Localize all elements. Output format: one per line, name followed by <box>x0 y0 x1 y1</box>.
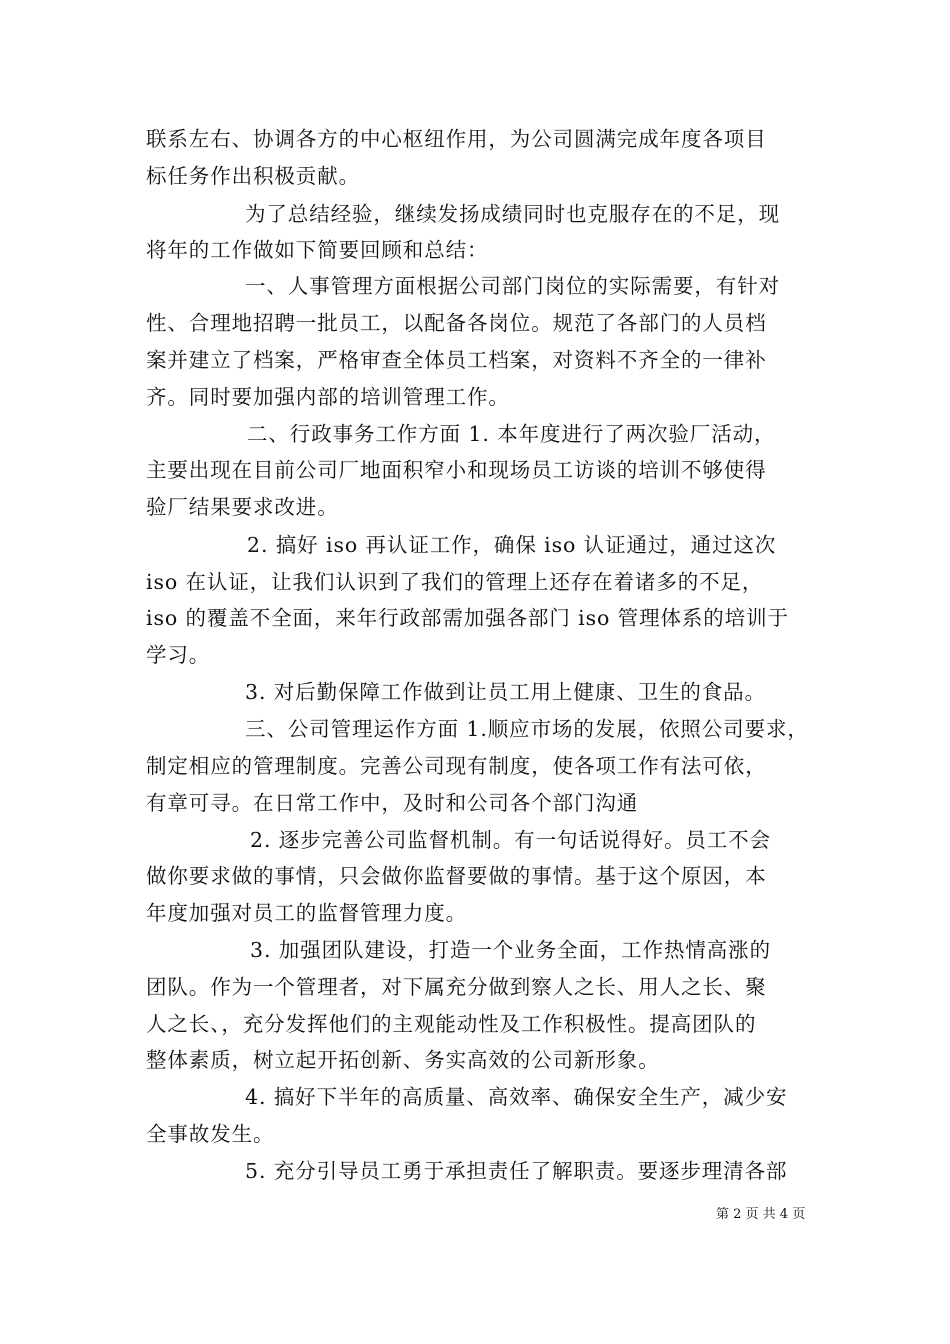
text-line: 3. 加强团队建设，打造一个业务全面，工作热情高涨的 <box>250 938 771 962</box>
text-line: 有章可寻。在日常工作中，及时和公司各个部门沟通 <box>146 791 639 815</box>
text-line: 2. 搞好 iso 再认证工作，确保 iso 认证通过，通过这次 <box>247 533 777 557</box>
text-line: 标任务作出积极贡献。 <box>146 164 360 188</box>
text-line: 齐。同时要加强内部的培训管理工作。 <box>146 385 510 409</box>
text-line: 案并建立了档案，严格审查全体员工档案，对资料不齐全的一律补 <box>146 348 767 372</box>
text-line: 制定相应的管理制度。完善公司现有制度，使各项工作有法可依， <box>146 754 767 778</box>
text-line: 将年的工作做如下简要回顾和总结： <box>146 238 489 262</box>
text-line: 为了总结经验，继续发扬成绩同时也克服存在的不足，现 <box>245 202 780 226</box>
text-line: 人之长、，充分发挥他们的主观能动性及工作积极性。提高团队的 <box>146 1012 757 1036</box>
text-line: 一、人事管理方面根据公司部门岗位的实际需要，有针对 <box>245 274 780 298</box>
text-line: 5. 充分引导员工勇于承担责任了解职责。要逐步理清各部 <box>245 1159 788 1183</box>
text-line: 整体素质，树立起开拓创新、务实高效的公司新形象。 <box>146 1048 660 1072</box>
text-line: 联系左右、协调各方的中心枢纽作用，为公司圆满完成年度各项目 <box>146 127 767 151</box>
text-line: 学习。 <box>146 643 211 667</box>
text-line: 2. 逐步完善公司监督机制。有一句话说得好。员工不会 <box>250 828 771 852</box>
text-line: 4. 搞好下半年的高质量、高效率、确保安全生产，减少安 <box>245 1085 788 1109</box>
text-line: 全事故发生。 <box>146 1122 275 1146</box>
text-line: 年度加强对员工的监督管理力度。 <box>146 901 467 925</box>
text-line: iso 的覆盖不全面，来年行政部需加强各部门 iso 管理体系的培训于 <box>146 606 789 630</box>
text-line: iso 在认证，让我们认识到了我们的管理上还存在着诸多的不足， <box>146 570 764 594</box>
text-line: 三、公司管理运作方面 1.顺应市场的发展，依照公司要求， <box>245 717 809 741</box>
text-line: 性、合理地招聘一批员工，以配备各岗位。规范了各部门的人员档 <box>146 311 767 335</box>
text-line: 验厂结果要求改进。 <box>146 495 339 519</box>
page-number-footer: 第 2 页 共 4 页 <box>716 1207 806 1222</box>
text-line: 团队。作为一个管理者，对下属充分做到察人之长、用人之长、聚 <box>146 975 767 999</box>
text-line: 主要出现在目前公司厂地面积窄小和现场员工访谈的培训不够使得 <box>146 458 767 482</box>
text-line: 做你要求做的事情，只会做你监督要做的事情。基于这个原因，本 <box>146 864 767 888</box>
text-line: 二、行政事务工作方面 1. 本年度进行了两次验厂活动， <box>247 422 776 446</box>
text-line: 3. 对后勤保障工作做到让员工用上健康、卫生的食品。 <box>245 680 766 704</box>
